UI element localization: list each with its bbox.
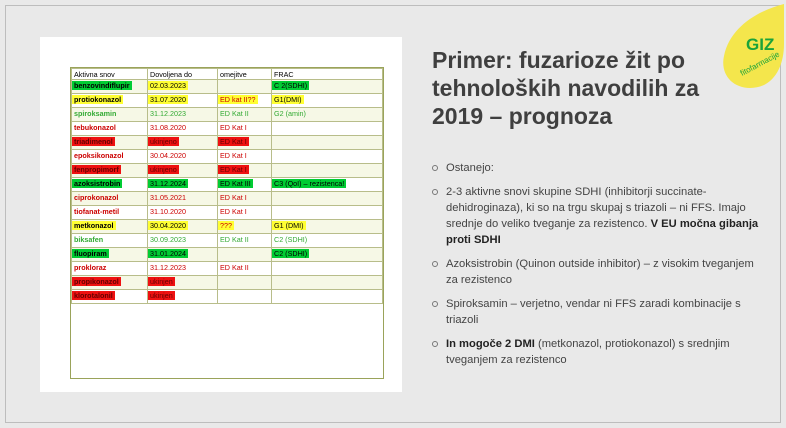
date-cell [148, 136, 218, 150]
substance-cell-text: klorotalonil [74, 291, 113, 300]
restriction-cell-text: ED Kat I [220, 193, 247, 202]
date-cell-text: 31.07.2020 [150, 95, 186, 104]
bullet-text: Spiroksamin – verjetno, vendar ni FFS zaradi kombinacije s triazoli [446, 298, 741, 326]
bullet-circle-icon [432, 165, 438, 171]
bullet-bold-text: In mogoče 2 DMI [446, 338, 535, 350]
date-cell-text: 31.08.2020 [150, 123, 186, 132]
substance-cell [72, 220, 148, 234]
slide-title: Primer: fuzarioze žit po tehnoloških navodilih za 2019 – prognoza [432, 47, 700, 129]
restriction-cell-text: ED Kat II [220, 263, 249, 272]
restriction-cell-text: ED Kat I [220, 165, 247, 174]
frac-cell [272, 94, 383, 108]
bullet-text: Azoksistrobin (Quinon outside inhibitor) – z visokim tveganjem za rezistenco [446, 258, 754, 286]
date-cell [148, 248, 218, 262]
restriction-cell [218, 94, 272, 108]
date-cell [148, 178, 218, 192]
date-cell [148, 276, 218, 290]
frac-cell-text: C2 (SDHI) [274, 249, 308, 258]
frac-table-frame [70, 67, 384, 379]
table-row [72, 122, 383, 136]
bullet-circle-icon [432, 341, 438, 347]
header-restrictions: omejitve [218, 69, 272, 80]
restriction-cell-text: ED Kat II [220, 235, 249, 244]
frac-cell [272, 122, 383, 136]
bullet-list [432, 160, 762, 376]
frac-cell [272, 108, 383, 122]
substance-cell [72, 164, 148, 178]
bullet-text: 2-3 aktivne snovi skupine SDHI (inhibitorji succinate-dehidroginaza), ki so na trgu skupaj s triazoli – ni FFS. Imajo srednje do veliko tveganje za rezistenco. [446, 186, 746, 230]
frac-cell-text: C2 (SDHI) [274, 235, 308, 244]
substance-cell-text: epoksikonazol [74, 151, 124, 160]
frac-cell-text: C3 (QoI) – rezistenca! [274, 179, 345, 188]
restriction-cell [218, 80, 272, 94]
frac-cell [272, 192, 383, 206]
substance-cell [72, 262, 148, 276]
substance-cell-text: fenpropimorf [74, 165, 119, 174]
table-row [72, 206, 383, 220]
substance-cell-text: prokloraz [74, 263, 107, 272]
table-header-row [72, 69, 383, 80]
table-row [72, 262, 383, 276]
frac-cell [272, 276, 383, 290]
table-row [72, 80, 383, 94]
table-row [72, 248, 383, 262]
restriction-cell-text: ??? [220, 221, 232, 230]
frac-cell [272, 178, 383, 192]
date-cell [148, 80, 218, 94]
restriction-cell [218, 290, 272, 304]
frac-cell [272, 80, 383, 94]
frac-table [71, 68, 383, 304]
date-cell-text: ukinjeno [150, 137, 177, 146]
frac-cell [272, 262, 383, 276]
date-cell [148, 220, 218, 234]
substance-cell [72, 80, 148, 94]
bullet-circle-icon [432, 301, 438, 307]
substance-cell-text: benzovindiflupir [74, 81, 130, 90]
date-cell-text: 31.05.2021 [150, 193, 186, 202]
substance-cell [72, 248, 148, 262]
date-cell [148, 122, 218, 136]
restriction-cell [218, 164, 272, 178]
table-row [72, 108, 383, 122]
logo-text: GIZ [746, 35, 775, 54]
restriction-cell [218, 234, 272, 248]
date-cell-text: 30.09.2023 [150, 235, 186, 244]
substance-cell-text: azoksistrobin [74, 179, 121, 188]
date-cell [148, 234, 218, 248]
date-cell-text: 31.10.2020 [150, 207, 186, 216]
date-cell [148, 108, 218, 122]
substance-cell [72, 206, 148, 220]
header-frac: FRAC [272, 69, 383, 80]
restriction-cell-text: ED Kat I [220, 137, 247, 146]
restriction-cell [218, 150, 272, 164]
table-row [72, 150, 383, 164]
substance-cell-text: triadimenol [74, 137, 113, 146]
table-row [72, 276, 383, 290]
bullet-circle-icon [432, 189, 438, 195]
restriction-cell [218, 206, 272, 220]
frac-cell [272, 220, 383, 234]
frac-cell [272, 248, 383, 262]
date-cell-text: 30.04.2020 [150, 151, 186, 160]
table-row [72, 234, 383, 248]
substance-cell-text: spiroksamin [74, 109, 117, 118]
date-cell [148, 94, 218, 108]
substance-cell-text: metkonazol [74, 221, 114, 230]
date-cell [148, 206, 218, 220]
date-cell-text: ukinjeno [150, 165, 177, 174]
date-cell-text: 30.04.2020 [150, 221, 186, 230]
restriction-cell [218, 276, 272, 290]
date-cell [148, 192, 218, 206]
table-row [72, 94, 383, 108]
table-row [72, 220, 383, 234]
giz-logo [720, 4, 784, 90]
date-cell-text: 31.12.2023 [150, 263, 186, 272]
table-row [72, 178, 383, 192]
substance-cell [72, 192, 148, 206]
substance-cell [72, 108, 148, 122]
frac-cell-text: G1(DMI) [274, 95, 302, 104]
header-allowed-until: Dovoljena do [148, 69, 218, 80]
frac-cell [272, 136, 383, 150]
date-cell-text: ukinjen [150, 291, 173, 300]
restriction-cell [218, 220, 272, 234]
restriction-cell-text: ED Kat I [220, 207, 247, 216]
frac-cell [272, 164, 383, 178]
restriction-cell [218, 136, 272, 150]
restriction-cell [218, 178, 272, 192]
frac-cell-text: G2 (amin) [274, 109, 306, 118]
substance-cell-text: tebukonazol [74, 123, 116, 132]
table-row [72, 136, 383, 150]
table-row [72, 164, 383, 178]
frac-cell-text: G1 (DMI) [274, 221, 304, 230]
substance-cell [72, 94, 148, 108]
substance-cell-text: fluopiram [74, 249, 107, 258]
bullet-item [432, 184, 762, 248]
date-cell-text: 02.03.2023 [150, 81, 186, 90]
restriction-cell [218, 122, 272, 136]
restriction-cell [218, 262, 272, 276]
substance-cell [72, 150, 148, 164]
table-panel [40, 37, 402, 392]
frac-cell [272, 150, 383, 164]
date-cell [148, 150, 218, 164]
date-cell-text: 31.12.2024 [150, 179, 186, 188]
bullet-item [432, 256, 762, 288]
bullet-circle-icon [432, 261, 438, 267]
table-body [72, 80, 383, 304]
frac-cell [272, 234, 383, 248]
substance-cell-text: propikonazol [74, 277, 119, 286]
date-cell-text: 31.01.2024 [150, 249, 186, 258]
substance-cell [72, 178, 148, 192]
frac-cell-text: C 2(SDHI) [274, 81, 308, 90]
bullet-item [432, 336, 762, 368]
substance-cell-text: biksafen [74, 235, 104, 244]
substance-cell-text: tiofanat-metil [74, 207, 120, 216]
substance-cell [72, 136, 148, 150]
table-row [72, 290, 383, 304]
restriction-cell-text: ED kat II?? [220, 95, 256, 104]
date-cell [148, 290, 218, 304]
frac-cell [272, 206, 383, 220]
restriction-cell-text: ED Kat III [220, 179, 251, 188]
date-cell [148, 262, 218, 276]
restriction-cell [218, 192, 272, 206]
substance-cell [72, 234, 148, 248]
restriction-cell-text: ED Kat I [220, 151, 247, 160]
logo-subtext: fitofarmacije [738, 49, 782, 78]
date-cell-text: 31.12.2023 [150, 109, 186, 118]
date-cell-text: ukinjen [150, 277, 173, 286]
restriction-cell [218, 108, 272, 122]
bullet-item [432, 296, 762, 328]
bullet-item [432, 160, 762, 176]
date-cell [148, 164, 218, 178]
restriction-cell-text: ED Kat II [220, 109, 249, 118]
bullet-text: (metkonazol, protiokonazol) s srednjim tveganjem za rezistenco [446, 338, 730, 366]
substance-cell [72, 122, 148, 136]
bullet-text: Ostanejo: [446, 162, 494, 174]
substance-cell [72, 290, 148, 304]
table-row [72, 192, 383, 206]
header-active-substance: Aktivna snov [72, 69, 148, 80]
restriction-cell-text: ED Kat I [220, 123, 247, 132]
bullet-bold-text: V EU močna gibanja proti SDHI [446, 218, 759, 246]
substance-cell [72, 276, 148, 290]
restriction-cell [218, 248, 272, 262]
substance-cell-text: protiokonazol [74, 95, 122, 104]
frac-cell [272, 290, 383, 304]
substance-cell-text: ciprokonazol [74, 193, 119, 202]
